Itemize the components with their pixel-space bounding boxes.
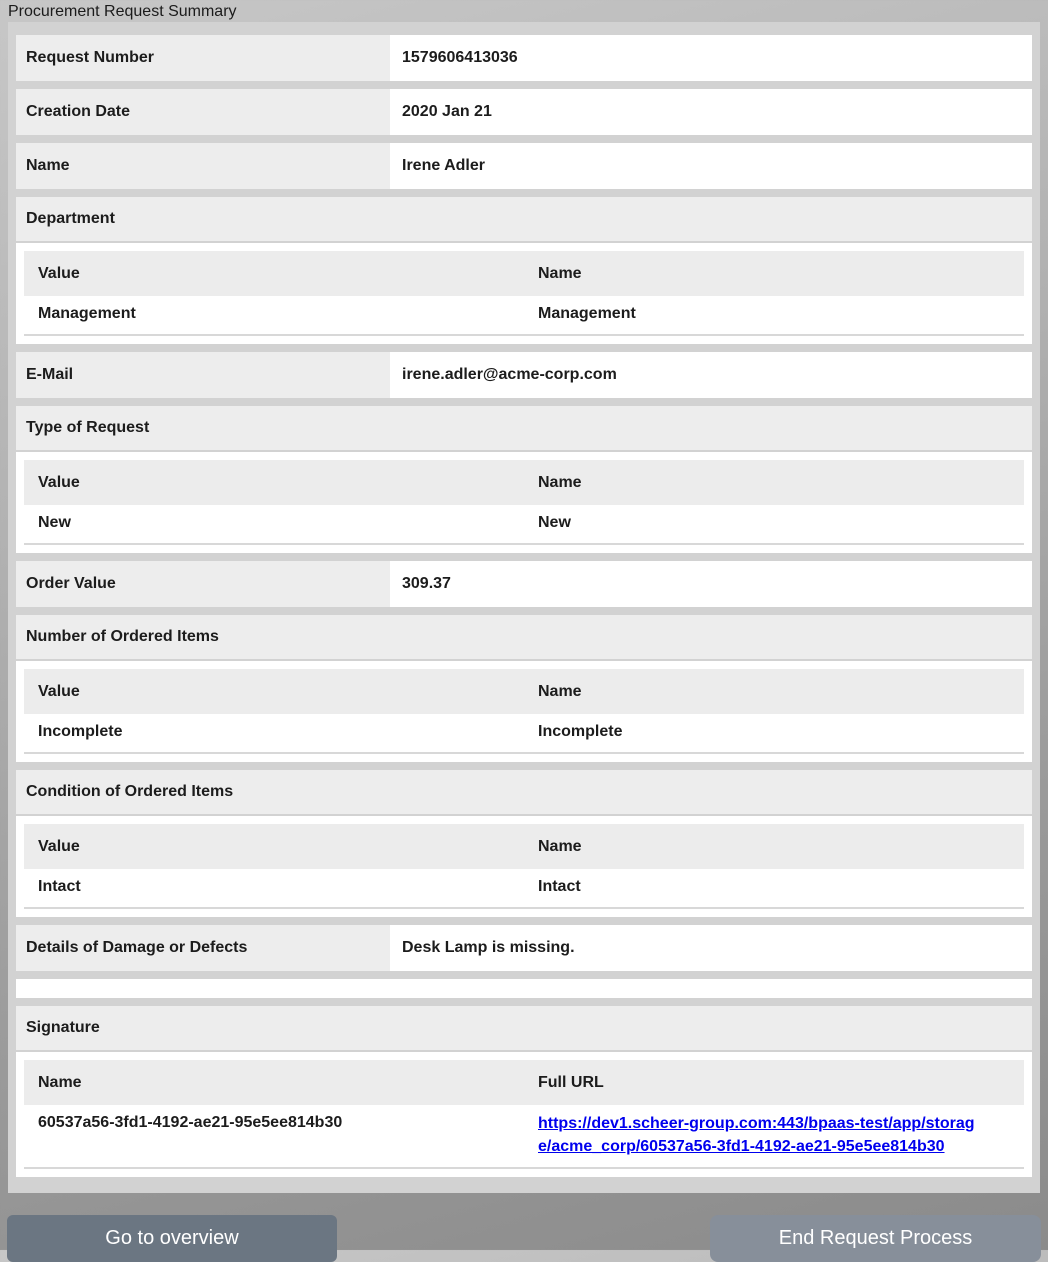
condition-of-ordered-items-col-name: Name xyxy=(538,837,582,855)
summary-card xyxy=(8,22,1040,1193)
number-of-ordered-items-table-row xyxy=(24,714,1024,754)
order-value-label: Order Value xyxy=(16,561,390,607)
signature-table-row xyxy=(24,1105,1024,1169)
number-of-ordered-items-name-cell: Incomplete xyxy=(538,723,623,740)
signature-col-name: Name xyxy=(38,1073,82,1091)
field-row-creation-date xyxy=(16,89,1032,135)
damage-details-value: Desk Lamp is missing. xyxy=(390,925,1032,971)
request-number-value: 1579606413036 xyxy=(390,35,1032,81)
department-table-row xyxy=(24,296,1024,336)
signature-url-link[interactable]: https://dev1.scheer-group.com:443/bpaas-test/app/storage/acme_corp/60537a56-3fd1-4192-ae21-95e5ee814b30 xyxy=(538,1115,975,1155)
number-of-ordered-items-section-label: Number of Ordered Items xyxy=(16,615,1032,659)
condition-of-ordered-items-name-cell: Intact xyxy=(538,878,581,895)
number-of-ordered-items-table-header xyxy=(24,669,1024,714)
order-value-value: 309.37 xyxy=(390,561,1032,607)
name-label: Name xyxy=(16,143,390,189)
signature-name-cell: 60537a56-3fd1-4192-ae21-95e5ee814b30 xyxy=(38,1114,343,1131)
signature-col-full-url: Full URL xyxy=(538,1073,604,1091)
field-row-name xyxy=(16,143,1032,189)
department-col-value: Value xyxy=(38,264,80,282)
type-of-request-table-row xyxy=(24,505,1024,545)
go-to-overview-button[interactable]: Go to overview xyxy=(7,1215,337,1262)
condition-of-ordered-items-section-label: Condition of Ordered Items xyxy=(16,770,1032,814)
department-section-label: Department xyxy=(16,197,1032,241)
type-of-request-value-cell: New xyxy=(38,514,71,531)
name-value: Irene Adler xyxy=(390,143,1032,189)
page-title: Procurement Request Summary xyxy=(8,3,237,20)
group-signature xyxy=(16,1006,1032,1177)
number-of-ordered-items-table xyxy=(16,661,1032,762)
type-of-request-table xyxy=(16,452,1032,553)
type-of-request-col-name: Name xyxy=(538,473,582,491)
signature-table-header xyxy=(24,1060,1024,1105)
type-of-request-col-value: Value xyxy=(38,473,80,491)
request-number-label: Request Number xyxy=(16,35,390,81)
field-row-request-number xyxy=(16,35,1032,81)
field-row-order-value xyxy=(16,561,1032,607)
signature-section-label: Signature xyxy=(16,1006,1032,1050)
type-of-request-name-cell: New xyxy=(538,514,571,531)
number-of-ordered-items-col-value: Value xyxy=(38,682,80,700)
footer-buttons xyxy=(0,1215,1048,1262)
email-value: irene.adler@acme-corp.com xyxy=(390,352,1032,398)
creation-date-label: Creation Date xyxy=(16,89,390,135)
condition-of-ordered-items-table-header xyxy=(24,824,1024,869)
creation-date-value: 2020 Jan 21 xyxy=(390,89,1032,135)
damage-details-label: Details of Damage or Defects xyxy=(16,925,390,971)
department-name-cell: Management xyxy=(538,305,636,322)
group-number-of-ordered-items xyxy=(16,615,1032,762)
type-of-request-section-label: Type of Request xyxy=(16,406,1032,450)
condition-of-ordered-items-table-row xyxy=(24,869,1024,909)
group-department xyxy=(16,197,1032,344)
email-label: E-Mail xyxy=(16,352,390,398)
signature-url-cell xyxy=(524,1105,1024,1167)
department-table xyxy=(16,243,1032,344)
field-row-email xyxy=(16,352,1032,398)
field-row-damage-details xyxy=(16,925,1032,971)
number-of-ordered-items-value-cell: Incomplete xyxy=(38,723,123,740)
signature-table xyxy=(16,1052,1032,1177)
condition-of-ordered-items-value-cell: Intact xyxy=(38,878,81,895)
condition-of-ordered-items-table xyxy=(16,816,1032,917)
type-of-request-table-header xyxy=(24,460,1024,505)
department-table-header xyxy=(24,251,1024,296)
condition-of-ordered-items-col-value: Value xyxy=(38,837,80,855)
department-value-cell: Management xyxy=(38,305,136,322)
empty-row xyxy=(16,979,1032,998)
end-request-process-button[interactable]: End Request Process xyxy=(710,1215,1041,1262)
group-condition-of-ordered-items xyxy=(16,770,1032,917)
department-col-name: Name xyxy=(538,264,582,282)
number-of-ordered-items-col-name: Name xyxy=(538,682,582,700)
group-type-of-request xyxy=(16,406,1032,553)
